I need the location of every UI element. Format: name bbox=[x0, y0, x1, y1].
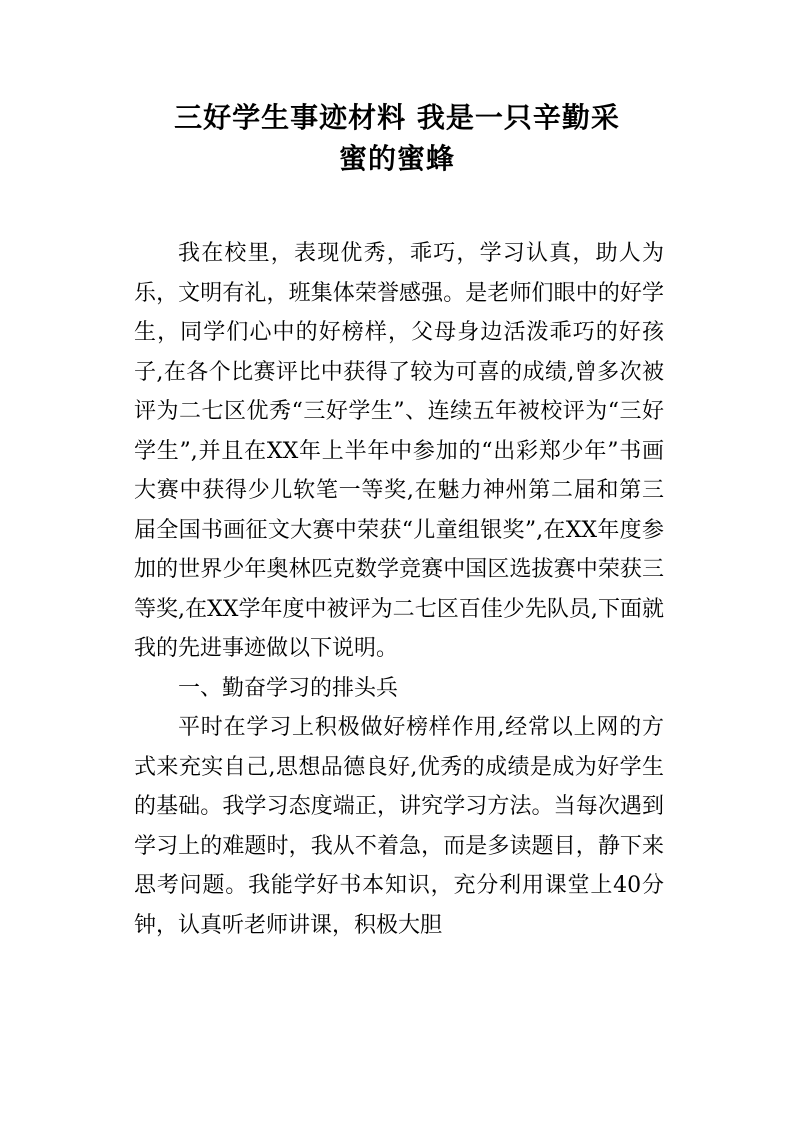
document-title bbox=[120, 97, 674, 179]
intro-paragraph: 我在校里，表现优秀，乖巧，学习认真，助人为乐，文明有礼，班集体荣誉感强。是老师们眼中的好学生，同学们心中的好榜样，父母身边活泼乖巧的好孩子,在各个比赛评比中获得了较为可喜的成绩,曾多次被评为二七区优秀“三好学生”、连续五年被校评为“三好学生”,并且在XX年上半年中参加的“出彩郑少年”书画大赛中获得少儿软笔一等奖,在魅力神州第二届和第三届全国书画征文大赛中荣获“儿童组银奖”,在XX年度参加的世界少年奥林匹克数学竞赛中国区选拔赛中荣获三等奖,在XX学年度中被评为二七区百佳少先队员,下面就我的先进事迹做以下说明。 bbox=[134, 241, 664, 661]
study-paragraph: 平时在学习上积极做好榜样作用,经常以上网的方式来充实自己,思想品德良好,优秀的成绩是成为好学生的基础。我学习态度端正，讲究学习方法。当每次遇到学习上的难题时，我从不着急，而是多读题目，静下来思考问题。我能学好书本知识，充分利用课堂上40分钟，认真听老师讲课，积极大胆 bbox=[134, 715, 664, 938]
document-body bbox=[134, 234, 664, 945]
section-heading: 一、勤奋学习的排头兵 bbox=[178, 675, 399, 701]
title-line-1: 三好学生事迹材料 我是一只辛勤采 bbox=[174, 101, 620, 134]
title-line-2: 蜜的蜜蜂 bbox=[338, 142, 455, 175]
